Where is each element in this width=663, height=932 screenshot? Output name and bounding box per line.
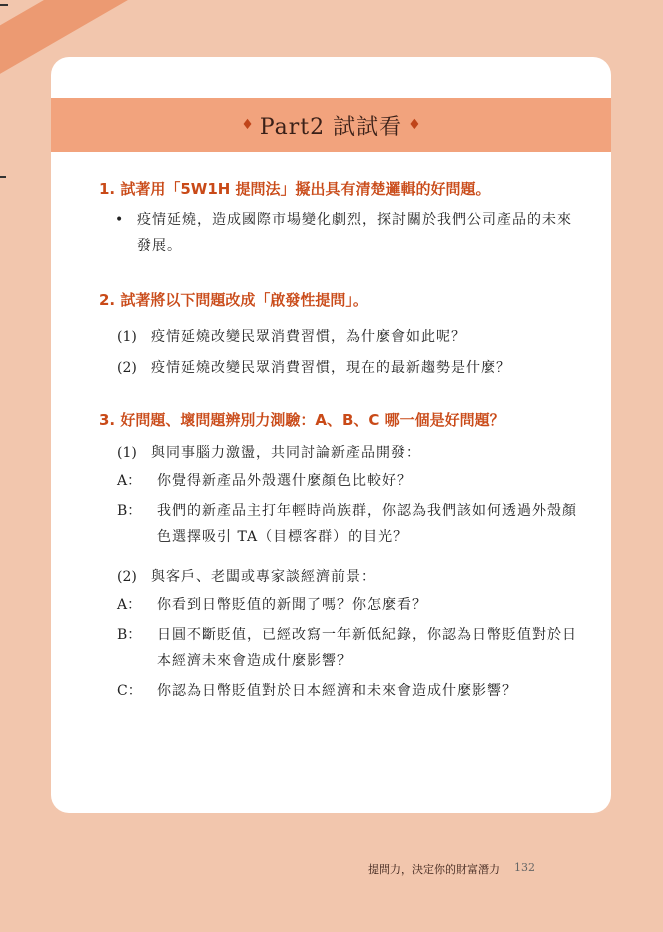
list-item xyxy=(99,440,579,466)
item-text: 疫情延燒改變民眾消費習慣，現在的最新趨勢是什麼？ xyxy=(151,360,511,376)
item-marker: (1) xyxy=(117,445,137,461)
crop-mark xyxy=(0,4,8,6)
page-footer xyxy=(368,861,535,877)
item-text: 與同事腦力激盪，共同討論新產品開發： xyxy=(151,445,421,461)
section-banner xyxy=(51,98,611,152)
exercise-3 xyxy=(99,409,579,704)
item-marker: (2) xyxy=(117,360,137,376)
diamond-icon: ♦ xyxy=(408,117,421,133)
item-marker: (1) xyxy=(117,329,137,345)
list-item xyxy=(99,324,579,350)
list-item xyxy=(99,355,579,381)
exercise-title: 3. 好問題、壞問題辨別力測驗：A、B、C 哪一個是好問題？ xyxy=(99,411,505,429)
list-item xyxy=(99,564,579,590)
option-marker: B： xyxy=(117,503,142,519)
exercise-title: 2. 試著將以下問題改成「啟發性提問」。 xyxy=(99,291,368,309)
page-title: Part2 試試看 xyxy=(259,114,403,140)
option-marker: A： xyxy=(117,597,142,613)
list-item xyxy=(99,207,579,259)
option-text: 你覺得新產品外殼選什麼顏色比較好？ xyxy=(157,473,412,489)
option-item xyxy=(99,678,579,704)
option-text: 你看到日幣貶值的新聞了嗎？你怎麼看？ xyxy=(157,597,427,613)
exercise-title: 1. 試著用「5W1H 提問法」擬出具有清楚邏輯的好問題。 xyxy=(99,180,491,198)
option-marker: C： xyxy=(117,683,142,699)
option-item xyxy=(99,622,579,674)
option-item xyxy=(99,592,579,618)
option-marker: B： xyxy=(117,627,142,643)
item-marker: (2) xyxy=(117,569,137,585)
option-item xyxy=(99,498,579,550)
book-title: 提問力，決定你的財富潛力 xyxy=(368,863,500,876)
bullet-marker: • xyxy=(115,212,124,228)
item-text: 疫情延燒改變民眾消費習慣，為什麼會如此呢？ xyxy=(151,329,466,345)
exercise-content xyxy=(99,178,579,704)
page-number: 132 xyxy=(514,861,535,874)
option-marker: A： xyxy=(117,473,142,489)
item-text: 疫情延燒，造成國際市場變化劇烈，探討關於我們公司產品的未來發展。 xyxy=(137,212,572,254)
option-text: 你認為日幣貶值對於日本經濟和未來會造成什麼影響？ xyxy=(157,683,517,699)
item-text: 與客戶、老闆或專家談經濟前景： xyxy=(151,569,376,585)
exercise-1 xyxy=(99,178,579,259)
option-text: 日圓不斷貶值，已經改寫一年新低紀錄，你認為日幣貶值對於日本經濟未來會造成什麼影響？ xyxy=(157,627,577,669)
option-item xyxy=(99,468,579,494)
option-text: 我們的新產品主打年輕時尚族群，你認為我們該如何透過外殼顏色選擇吸引 TA（目標客群）的目光？ xyxy=(157,503,577,545)
crop-mark xyxy=(0,176,6,178)
exercise-2 xyxy=(99,289,579,381)
diamond-icon: ♦ xyxy=(241,117,254,133)
